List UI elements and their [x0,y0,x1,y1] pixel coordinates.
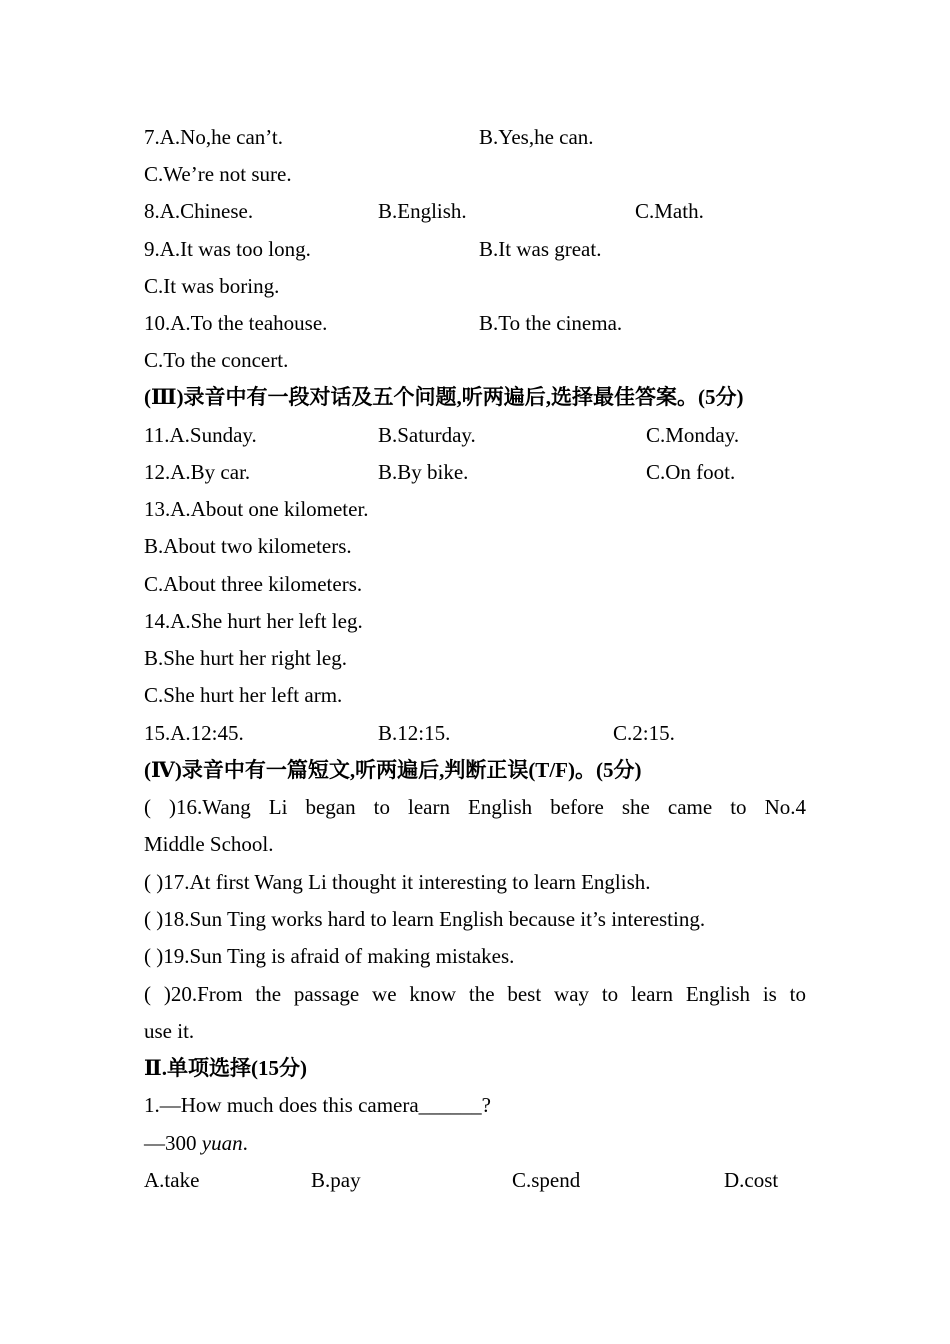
mc-question-1-reply [144,1129,806,1157]
option-10c: C.To the concert. [144,348,289,372]
mc-reply-prefix: —300 [144,1131,202,1155]
option-14b: B.She hurt her right leg. [144,646,347,670]
section-3-heading-text: (Ⅲ)录音中有一段对话及五个问题,听两遍后,选择最佳答案。(5分) [144,385,744,409]
option-11b: B.Saturday. [378,423,476,447]
option-13b: B.About two kilometers. [144,534,352,558]
option-8c: C.Math. [635,199,704,223]
option-12a: 12.A.By car. [144,460,251,484]
option-15b: B.12:15. [378,721,451,745]
statement-16-line1: ( )16.Wang Li began to learn English before she came to No.4 [144,795,806,819]
statement-17-text: ( )17.At first Wang Li thought it interesting to learn English. [144,870,651,894]
option-9c: C.It was boring. [144,274,280,298]
option-12b: B.By bike. [378,460,469,484]
mc-question-1-text: 1.—How much does this camera______? [144,1093,492,1117]
statement-19-text: ( )19.Sun Ting is afraid of making mistakes. [144,944,515,968]
option-10b: B.To the cinema. [479,311,623,335]
part-2-heading-text: Ⅱ.单项选择(15分) [144,1056,307,1080]
option-mc1-d: D.cost [724,1168,779,1192]
option-mc1-c: C.spend [512,1168,581,1192]
option-14c: C.She hurt her left arm. [144,683,343,707]
option-8b: B.English. [378,199,467,223]
statement-16-continued: Middle School. [144,832,274,856]
statement-20-continued: use it. [144,1019,195,1043]
option-13c: C.About three kilometers. [144,572,363,596]
option-15c: C.2:15. [613,721,675,745]
statement-20-line1: ( )20.From the passage we know the best way to learn English is to [144,982,806,1006]
mc-reply-suffix: . [242,1131,248,1155]
option-12c: C.On foot. [646,460,736,484]
mc-reply-italic: yuan [201,1131,243,1155]
option-14a: 14.A.She hurt her left leg. [144,609,363,633]
option-7b: B.Yes,he can. [479,125,594,149]
option-10a: 10.A.To the teahouse. [144,311,328,335]
option-7a: 7.A.No,he can’t. [144,125,283,149]
option-mc1-a: A.take [144,1168,200,1192]
section-4-heading-text: (Ⅳ)录音中有一篇短文,听两遍后,判断正误(T/F)。(5分) [144,758,642,782]
option-13a: 13.A.About one kilometer. [144,497,369,521]
option-9b: B.It was great. [479,237,602,261]
option-11a: 11.A.Sunday. [144,423,257,447]
option-7c: C.We’re not sure. [144,162,292,186]
option-mc1-b: B.pay [311,1168,361,1192]
statement-18-text: ( )18.Sun Ting works hard to learn English because it’s interesting. [144,907,706,931]
option-15a: 15.A.12:45. [144,721,244,745]
option-11c: C.Monday. [646,423,740,447]
option-9a: 9.A.It was too long. [144,237,311,261]
option-8a: 8.A.Chinese. [144,199,254,223]
